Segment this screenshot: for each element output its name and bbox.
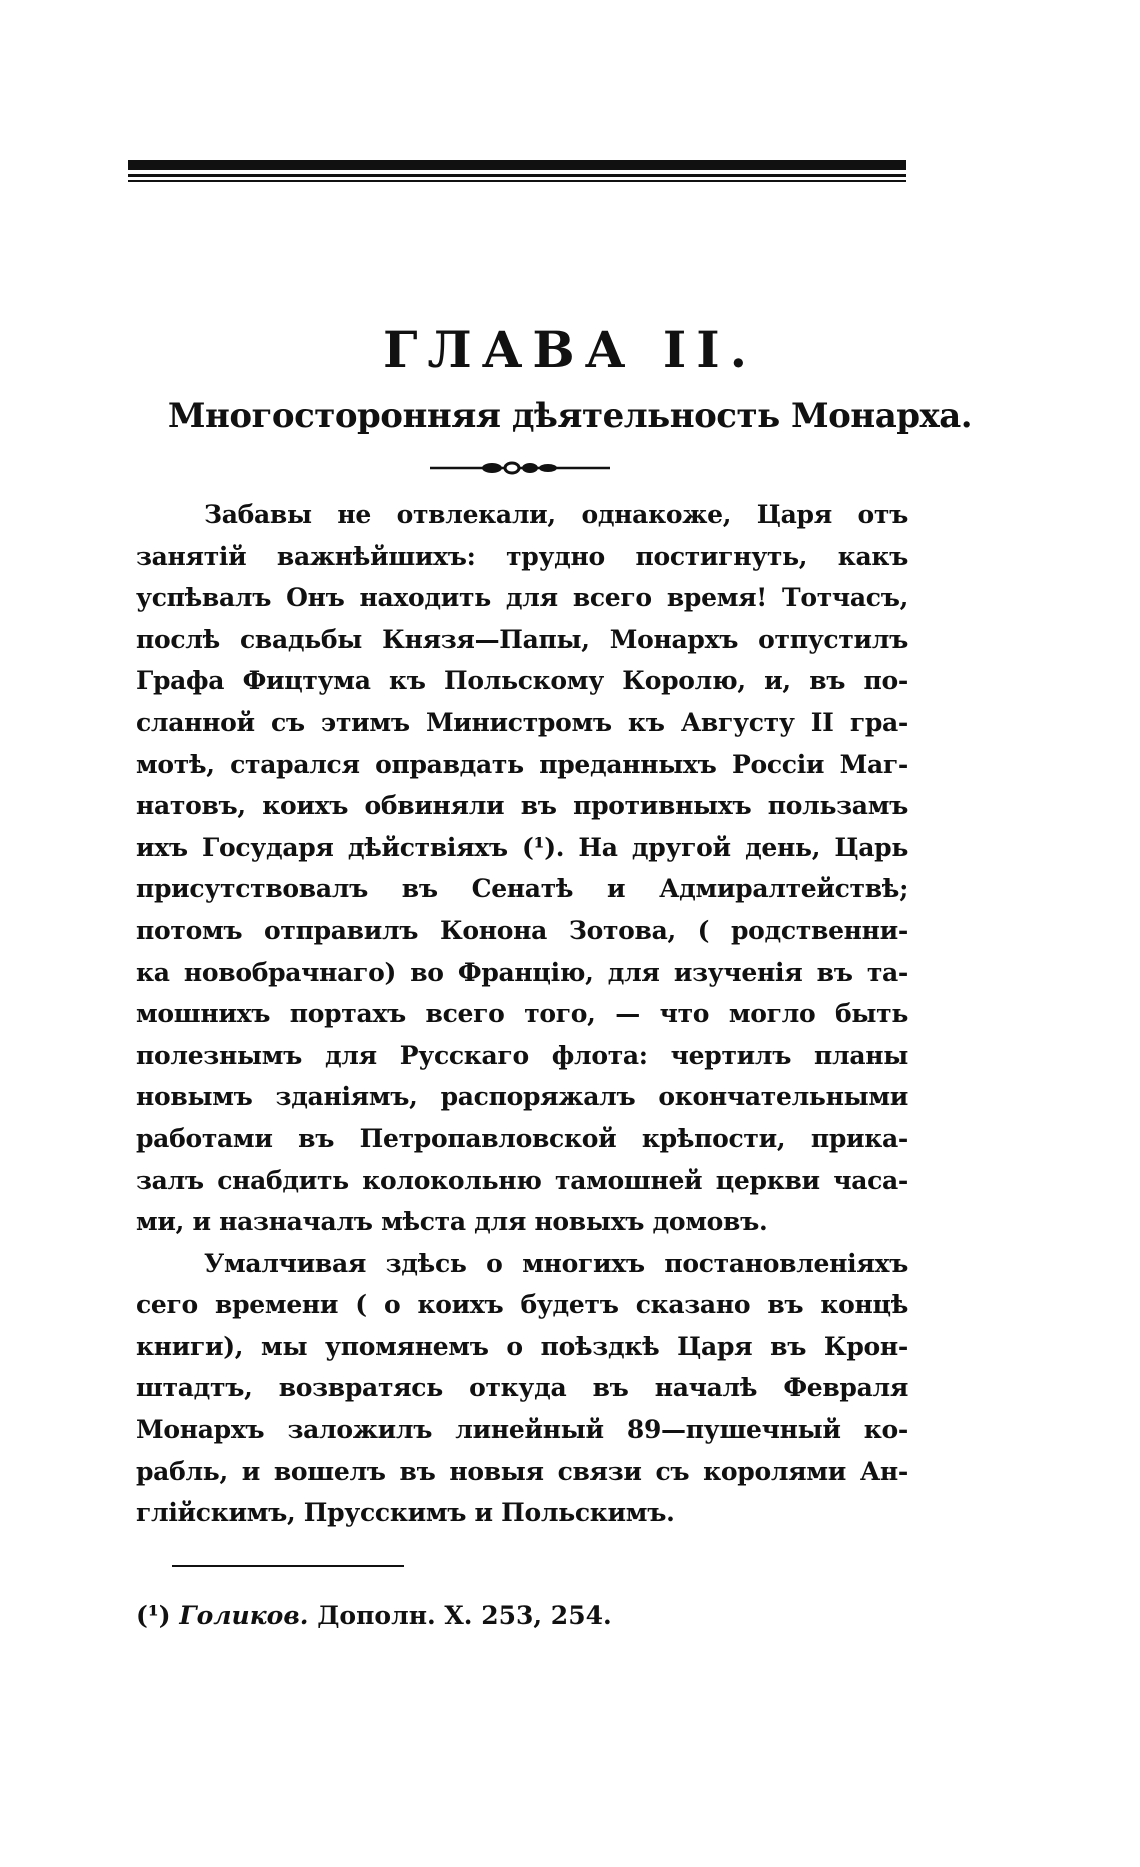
text-line: потомъ отправилъ Конона Зотова, ( родственни- — [136, 915, 908, 945]
text-line: рабль, и вошелъ въ новыя связи съ королями Ан- — [136, 1456, 908, 1486]
chapter-title: ГЛАВА II. — [382, 320, 758, 379]
text-line: штадтъ, возвратясь откуда въ началѣ Февраля — [136, 1373, 908, 1403]
text-line: глійскимъ, Прусскимъ и Польскимъ. — [136, 1498, 675, 1528]
footnote-marker: (¹) — [136, 1601, 171, 1630]
footnote-reference: Дополн. X. 253, 254. — [317, 1601, 612, 1630]
text-line: ми, и назначалъ мѣста для новыхъ домовъ. — [136, 1207, 768, 1237]
text-line: присутствовалъ въ Сенатѣ и Адмиралтействѣ; — [136, 874, 908, 904]
text-line: Монархъ заложилъ линейный 89—пушечный ко- — [136, 1415, 908, 1445]
text-line: работами въ Петропавловской крѣпости, прика- — [136, 1123, 908, 1153]
text-line: успѣвалъ Онъ находить для всего время! Тотчасъ, — [136, 583, 908, 613]
text-line: натовъ, коихъ обвиняли въ противныхъ пользамъ — [136, 791, 908, 821]
text-line: Умалчивая здѣсь о многихъ постановленіяхъ — [204, 1248, 908, 1278]
text-line: сего времени ( о коихъ будетъ сказано въ концѣ — [136, 1290, 908, 1320]
text-line: Забавы не отвлекали, однакоже, Царя отъ — [204, 500, 908, 529]
text-line: Графа Фицтума къ Польскому Королю, и, въ по- — [136, 666, 908, 696]
header-rule-thin-lower — [128, 180, 906, 182]
header-rule-thin — [128, 174, 906, 177]
header-rule-thick — [128, 160, 906, 170]
footnote-rule — [172, 1565, 404, 1567]
text-line: залъ снабдить колокольню тамошней церкви часа- — [136, 1165, 908, 1195]
header-rule — [128, 160, 906, 182]
text-line: книги), мы упомянемъ о поѣздкѣ Царя въ Крон- — [136, 1331, 908, 1361]
text-line: сланной съ этимъ Министромъ къ Августу II гра- — [136, 707, 908, 737]
footnote — [136, 1598, 836, 1634]
text-line: мошнихъ портахъ всего того, — что могло быть — [136, 999, 908, 1029]
body-text — [136, 494, 908, 1534]
text-line: ихъ Государя дѣйствіяхъ (¹). На другой день, Царь — [136, 832, 908, 862]
text-line: мотѣ, старался оправдать преданныхъ Россіи Маг- — [136, 749, 908, 779]
ornament-divider — [430, 458, 610, 478]
text-line: послѣ свадьбы Князя—Папы, Монархъ отпустилъ — [136, 624, 908, 654]
text-line: занятій важнѣйшихъ: трудно постигнуть, какъ — [136, 541, 908, 571]
text-line: полезнымъ для Русскаго флота: чертилъ планы — [136, 1040, 908, 1070]
text-line: новымъ зданіямъ, распоряжалъ окончательными — [136, 1082, 908, 1112]
chapter-subtitle: Многосторонняя дѣятельность Монарха. — [167, 396, 973, 436]
footnote-author: Голиков. — [179, 1601, 309, 1630]
text-line: ка новобрачнаго) во Францію, для изученія въ та- — [136, 957, 908, 987]
